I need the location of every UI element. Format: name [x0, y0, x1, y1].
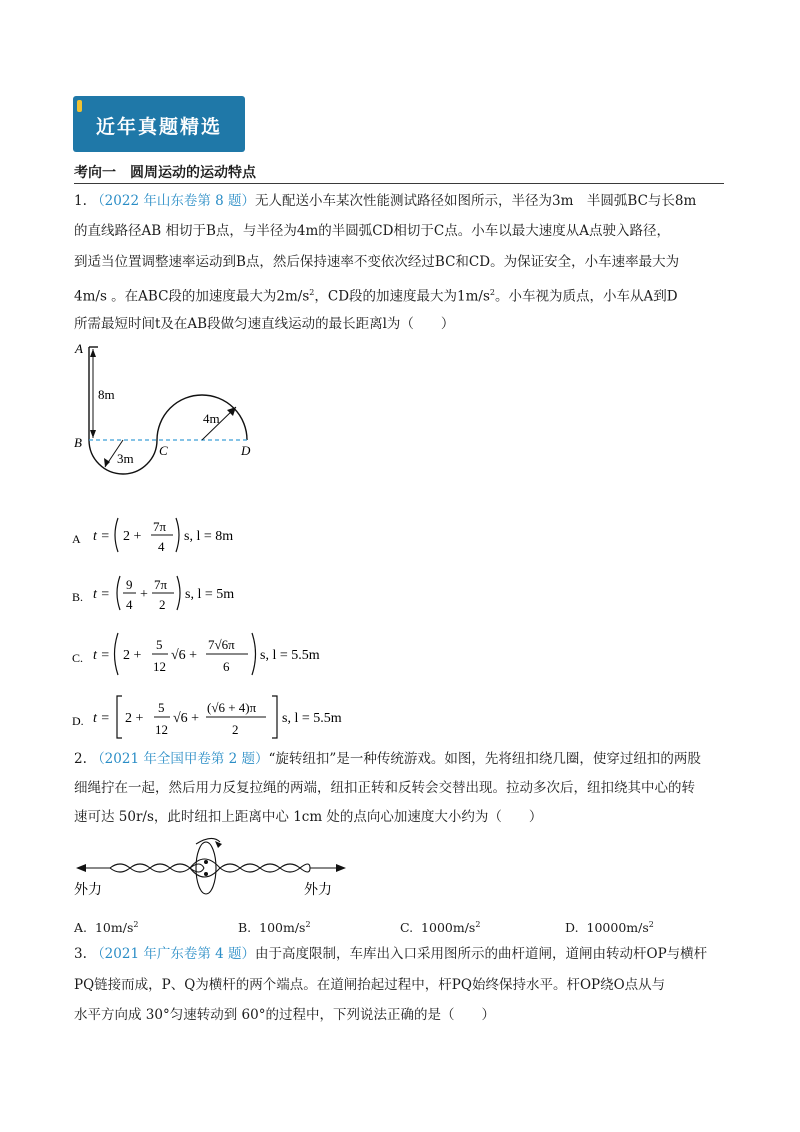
svg-text:9: 9	[126, 577, 133, 592]
svg-text:12: 12	[153, 659, 166, 674]
svg-text:s, l = 5.5m: s, l = 5.5m	[260, 648, 320, 663]
q3-source: （2021 年广东卷第 4 题）	[91, 946, 256, 962]
q2-number: 2.	[74, 751, 87, 767]
svg-text:2 +: 2 +	[123, 529, 142, 544]
q2-choice-b[interactable]: B. $100m/s^2$	[238, 920, 311, 936]
svg-text:7π: 7π	[154, 577, 168, 592]
svg-text:7√6π: 7√6π	[208, 637, 235, 652]
label-8m: 8m	[98, 387, 115, 402]
q3-text-1: 由于高度限制，车库出入口采用图所示的曲杆道闸，道闸由转动杆OP与横杆	[255, 946, 708, 962]
q1-option-d[interactable]	[70, 690, 390, 744]
svg-text:√6 +: √6 +	[171, 648, 198, 663]
svg-text:s, l = 5m: s, l = 5m	[185, 587, 235, 602]
label-force-right: 外力	[304, 882, 332, 898]
section-banner	[73, 96, 245, 152]
q2-choice-d[interactable]: D. $10000m/s^2$	[565, 920, 654, 936]
q2-line-1	[74, 748, 701, 770]
q3-line-2: PQ链接而成，P、Q为横杆的两个端点。在道闸抬起过程中，杆PQ始终保持水平。杆OP绕O点从与	[74, 977, 666, 993]
svg-text:2 +: 2 +	[125, 711, 144, 726]
arc-cd	[157, 395, 247, 440]
svg-text:2 +: 2 +	[123, 648, 142, 663]
q1-text-4b: ，CD段的加速度最大为1m/s	[314, 288, 490, 305]
svg-text:4: 4	[158, 539, 165, 554]
q2-line-2: 细绳拧在一起，然后用力反复拉绳的两端，纽扣正转和反转会交替出现。拉动多次后，纽扣绕其中心的转	[74, 780, 695, 796]
q1-line-2: 的直线路径AB 相切于B点，与半径为4m的半圆弧CD相切于C点。小车以最大速度从A点驶入路径，	[74, 223, 671, 239]
label-d: D	[241, 443, 251, 458]
svg-text:√6 +: √6 +	[173, 711, 200, 726]
svg-text:12: 12	[155, 722, 168, 737]
svg-text:C.: C.	[72, 651, 84, 665]
q2-text-1: “旋转纽扣”是一种传统游戏。如图，先将纽扣绕几圈，使穿过纽扣的两股	[268, 751, 701, 767]
q2-choice-c[interactable]: C. $1000m/s^2$	[400, 920, 481, 936]
label-4m: 4m	[203, 411, 220, 426]
svg-text:4: 4	[126, 597, 133, 612]
q1-source: （2022 年山东卷第 8 题）	[91, 193, 256, 209]
svg-text:s, l = 8m: s, l = 8m	[184, 529, 234, 544]
q1-number: 1.	[74, 193, 87, 209]
section-divider	[74, 183, 724, 184]
svg-text:t =: t =	[93, 711, 110, 726]
svg-text:t =: t =	[93, 529, 110, 544]
q1-option-c[interactable]	[70, 627, 370, 681]
svg-text:(√6 + 4)π: (√6 + 4)π	[207, 700, 257, 715]
q1-option-a[interactable]	[70, 510, 330, 560]
q2-button-figure	[72, 832, 352, 900]
svg-text:s, l = 5.5m: s, l = 5.5m	[282, 711, 342, 726]
q3-line-3: 水平方向成 30°匀速转动到 60°的过程中，下列说法正确的是（ ）	[74, 1007, 495, 1023]
q3-number: 3.	[74, 946, 87, 962]
q1-line-3: 到适当位置调整速率运动到B点，然后保持速率不变依次经过BC和CD。为保证安全，小车速率最大为	[74, 254, 680, 270]
q3-line-1	[74, 943, 707, 965]
q1-line-1	[74, 190, 696, 212]
svg-text:2: 2	[232, 722, 239, 737]
svg-text:5: 5	[156, 637, 163, 652]
label-a: A	[75, 341, 83, 356]
q1-line-5: 所需最短时间t及在AB段做匀速直线运动的最长距离l为（ ）	[74, 316, 455, 332]
svg-text:D.: D.	[72, 714, 84, 728]
banner-title: 近年真题精选	[95, 116, 222, 138]
q1-path-figure	[60, 335, 270, 485]
q2-source: （2021 年全国甲卷第 2 题）	[91, 751, 269, 767]
q1-text-4a: 4m/s 。在ABC段的加速度最大为2m/s	[74, 288, 310, 305]
q1-option-b[interactable]	[70, 568, 330, 618]
button-disc	[196, 842, 216, 894]
svg-text:2: 2	[159, 597, 166, 612]
label-3m: 3m	[117, 451, 134, 466]
banner-accent	[77, 100, 82, 112]
svg-text:6: 6	[223, 659, 230, 674]
q2-line-3: 速可达 50r/s，此时纽扣上距离中心 1cm 处的点向心加速度大小约为（ ）	[74, 809, 543, 825]
svg-text:B.: B.	[72, 590, 84, 604]
svg-text:+: +	[140, 587, 148, 602]
section-heading: 考向一 圆周运动的运动特点	[74, 165, 256, 181]
q1-text-4c: 。小车视为质点，小车从A到D	[495, 288, 678, 305]
label-b: B	[74, 435, 82, 450]
svg-text:7π: 7π	[153, 519, 167, 534]
svg-text:A: A	[72, 532, 81, 546]
label-force-left: 外力	[74, 882, 102, 898]
q1-text-1: 无人配送小车某次性能测试路径如图所示，半径为3m 半圆弧BC与长8m	[255, 193, 697, 209]
q1-line-4: 4m/s 。在ABC段的加速度最大为$2m/s^2$，CD段的加速度最大为$1m/s^2$。小车视为质点，小车从A到D	[74, 288, 678, 305]
label-c: C	[159, 443, 168, 458]
svg-text:t =: t =	[93, 587, 110, 602]
svg-text:5: 5	[158, 700, 165, 715]
q2-choice-a[interactable]: A. $10m/s^2$	[74, 920, 139, 936]
svg-text:t =: t =	[93, 648, 110, 663]
